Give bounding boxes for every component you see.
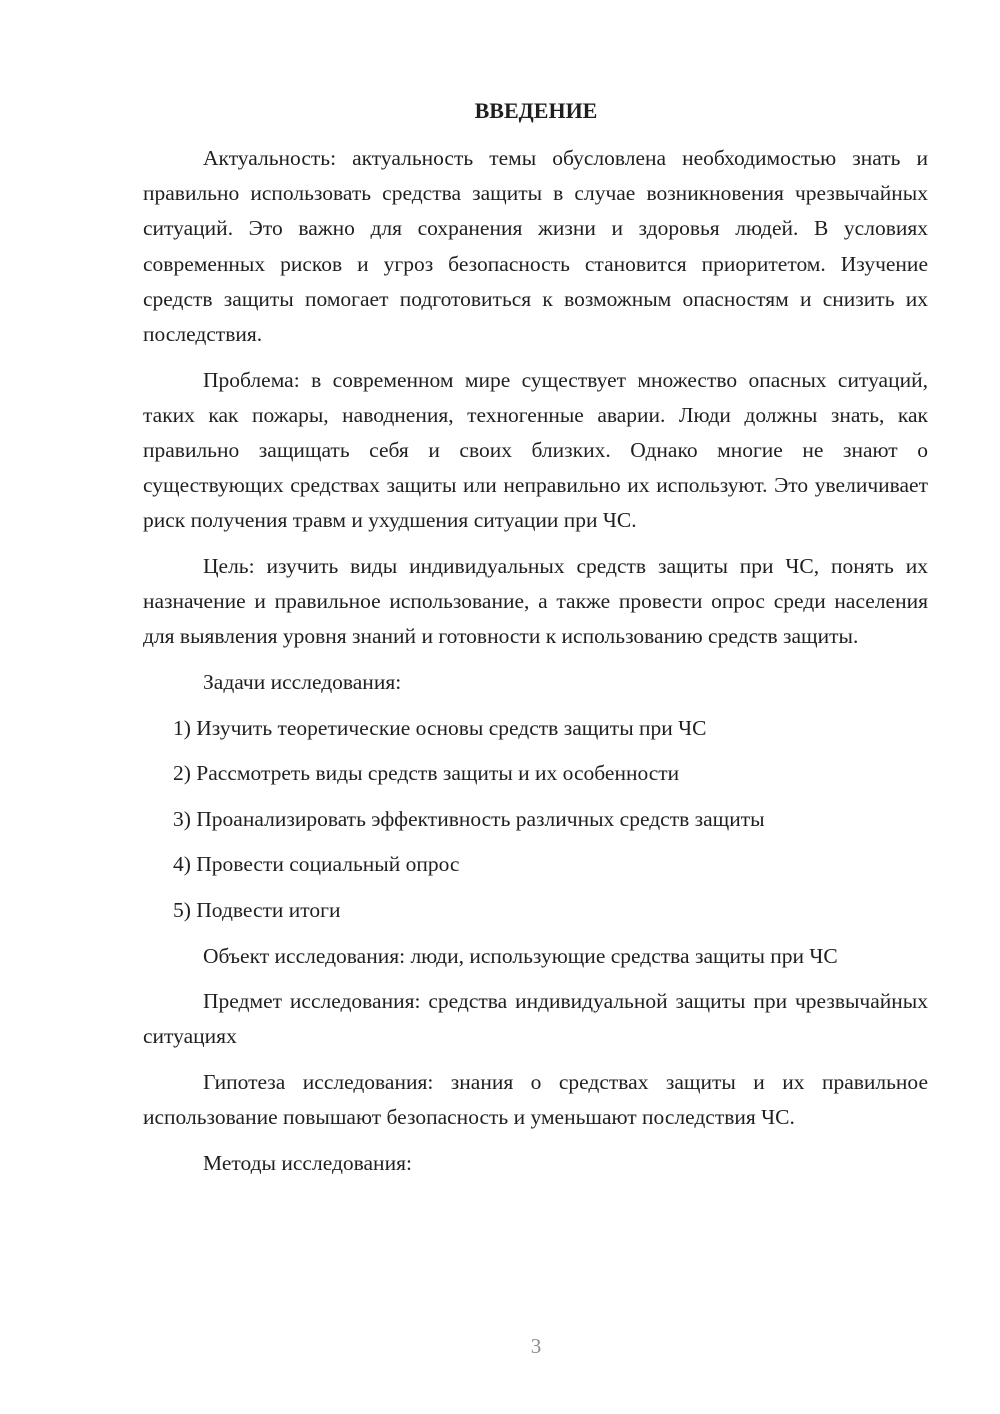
task-item: 3) Проанализировать эффективность различных средств защиты: [173, 806, 765, 831]
task-item: 2) Рассмотреть виды средств защиты и их особенности: [173, 761, 680, 786]
section-title: ВВЕДЕНИЕ: [474, 98, 598, 123]
document-body: [143, 141, 928, 1191]
goal-paragraph: Цель: изучить виды индивидуальных средств защиты при ЧС, понять их назначение и правильное использование, а также провести опрос среди населения для выявления уровня знаний и готовности к использованию средств защиты.: [143, 554, 928, 649]
tasks-heading: Задачи исследования:: [203, 670, 402, 695]
tasks-list: [143, 711, 928, 929]
page-number: 3: [530, 1334, 542, 1358]
hypothesis-paragraph: Гипотеза исследования: знания о средствах защиты и их правильное использование повышают безопасность и уменьшают последствия ЧС.: [143, 1069, 928, 1130]
object-paragraph: Объект исследования: люди, использующие средства защиты при ЧС: [203, 943, 838, 968]
subject-paragraph: Предмет исследования: средства индивидуальной защиты при чрезвычайных ситуациях: [143, 989, 928, 1049]
relevance-paragraph: Актуальность: актуальность темы обусловлена необходимостью знать и правильно использовать средства защиты в случае возникновения чрезвычайных ситуаций. Это важно для сохранения жизни и здоровья людей. В условиях современных рисков и угроз безопасность становится приоритетом. Изучение средств защиты помогает подготовиться к возможным опасностям и снизить их последствия.: [143, 146, 928, 347]
task-item: 4) Провести социальный опрос: [173, 852, 460, 877]
task-item: 5) Подвести итоги: [173, 897, 341, 922]
methods-heading: Методы исследования:: [203, 1150, 412, 1175]
task-item: 1) Изучить теоретические основы средств защиты при ЧС: [173, 715, 707, 740]
problem-paragraph: Проблема: в современном мире существует множество опасных ситуаций, таких как пожары, наводнения, техногенные аварии. Люди должны знать, как правильно защищать себя и своих близких. Однако многие не знают о существующих средствах защиты или неправильно их используют. Это увеличивает риск получения травм и ухудшения ситуации при ЧС.: [143, 367, 928, 533]
